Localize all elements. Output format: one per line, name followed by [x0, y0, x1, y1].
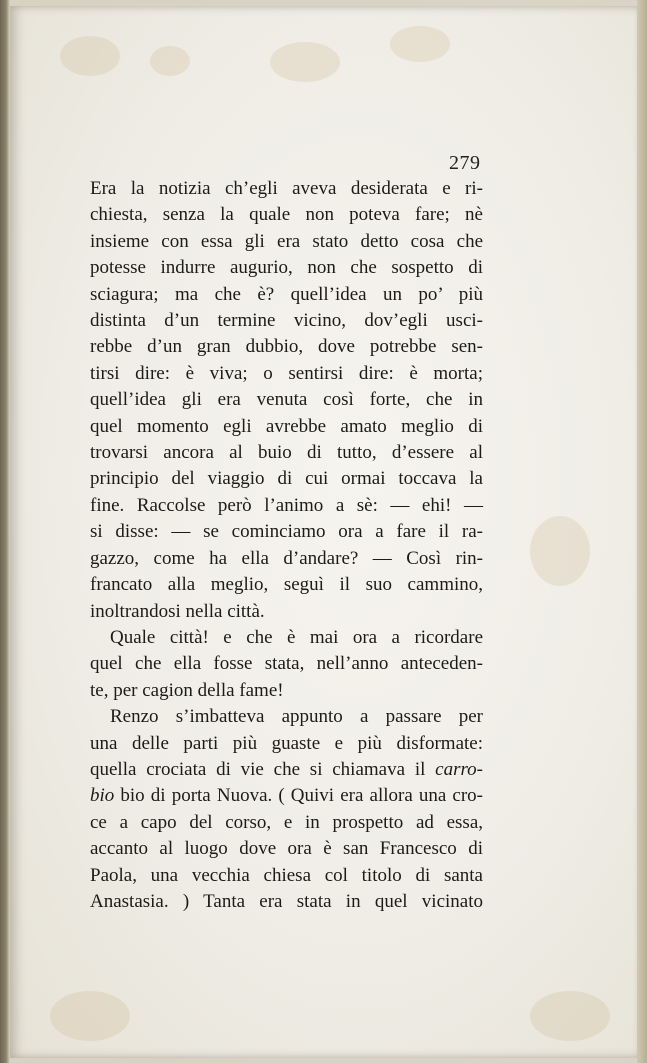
text-line: una delle parti più guaste e più disformate:: [90, 732, 483, 754]
text-line: Renzo s’imbatteva appunto a passare per: [110, 706, 483, 728]
text-line-with-italic: [90, 783, 483, 809]
text-line: rebbe d’un gran dubbio, dove potrebbe sen-: [90, 336, 483, 358]
text-line: ce a capo del corso, e in prospetto ad essa,: [90, 811, 483, 833]
text-line: chiesta, senza la quale non poteva fare; nè: [90, 204, 483, 226]
page-number: 279: [449, 152, 481, 174]
text-line: tirsi dire: è viva; o sentirsi dire: è morta;: [90, 362, 483, 384]
text-line: Quale città! e che è mai ora a ricordare: [110, 626, 483, 648]
paper-stain: [60, 36, 120, 76]
text-line: principio del viaggio di cui ormai toccava la: [90, 468, 483, 490]
text-line: insieme con essa gli era stato detto cosa che: [90, 230, 483, 252]
italic-word: bio: [90, 785, 115, 807]
text-line: quell’idea gli era venuta così forte, che in: [90, 389, 483, 411]
text-line: Anastasia. ) Tanta era stata in quel vicinato: [90, 890, 483, 912]
book-page: [10, 6, 640, 1058]
text-line: trovarsi ancora al buio di tutto, d’essere al: [90, 442, 483, 464]
text-line-part: quella crociata di vie che si chiamava il: [90, 758, 426, 780]
text-line: francato alla meglio, seguì il suo cammino,: [90, 574, 483, 596]
text-line: accanto al luogo dove ora è san Francesco di: [90, 838, 483, 860]
text-line: potesse indurre augurio, non che sospetto di: [90, 257, 483, 279]
paper-stain: [530, 516, 590, 586]
text-line-part: bio di porta Nuova. ( Quivi era allora una cro-: [120, 785, 484, 807]
paper-stain: [270, 42, 340, 82]
text-line: Paola, una vecchia chiesa col titolo di santa: [90, 864, 483, 886]
paper-stain: [150, 46, 190, 76]
text-line: te, per cagion della fame!: [90, 679, 284, 701]
text-line: gazzo, come ha ella d’andare? — Così rin-: [90, 547, 483, 569]
text-line: sciagura; ma che è? quell’idea un po’ più: [90, 283, 483, 305]
text-line: quel che ella fosse stata, nell’anno anteceden-: [90, 653, 483, 675]
italic-word: carro-: [435, 758, 483, 780]
paper-stain: [50, 991, 130, 1041]
paper-stain: [530, 991, 610, 1041]
page-text: [90, 176, 483, 915]
paper-stain: [390, 26, 450, 62]
paragraph-2: [90, 625, 483, 704]
text-line: distinta d’un termine vicino, dov’egli usci-: [90, 310, 483, 332]
page-edge: [637, 0, 647, 1063]
paragraph-1: [90, 176, 483, 625]
text-line: si disse: — se cominciamo ora a fare il ra-: [90, 521, 483, 543]
text-line: fine. Raccolse però l’animo a sè: — ehi! —: [90, 494, 483, 516]
text-line: quel momento egli avrebbe amato meglio di: [90, 415, 483, 437]
text-line: Era la notizia ch’egli aveva desiderata e ri-: [90, 178, 483, 199]
text-line: inoltrandosi nella città.: [90, 600, 265, 622]
paragraph-3: [90, 704, 483, 915]
text-line-with-italic: [90, 757, 483, 783]
